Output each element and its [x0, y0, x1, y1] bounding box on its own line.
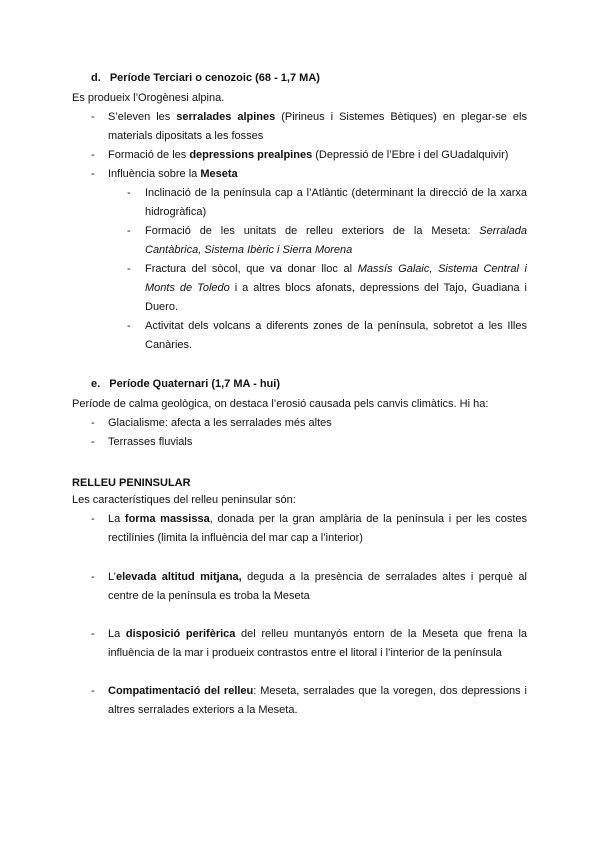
section-d-intro: Es produeix l’Orogènesi alpina.: [72, 92, 225, 104]
section-e-item-1: Glacialisme: afecta a les serralades més altes: [108, 417, 332, 429]
item-italic: Massís Galaic, Sistema Central i Monts de Toledo: [145, 263, 527, 294]
item-text: L’: [108, 571, 116, 583]
section-e-item-2: Terrasses fluvials: [108, 436, 193, 448]
item-text: : Meseta, serralades que la voregen, dos depressions i altres serralades exteriors a la Meseta.: [108, 685, 527, 716]
bullet-dash: -: [91, 571, 95, 583]
bullet-dash: -: [91, 436, 95, 448]
relleu-heading: RELLEU PENINSULAR: [72, 477, 191, 489]
item-text: del relleu muntanyós entorn de la Meseta que frena la influència de la mar i produeix contrastos entre el litoral i l’interior de la península: [108, 628, 528, 659]
relleu-item-1: [108, 510, 527, 548]
bullet-dash: -: [91, 628, 95, 640]
bullet-dash: -: [91, 513, 95, 525]
bullet-dash: -: [91, 685, 95, 697]
bullet-dash: -: [127, 320, 131, 332]
section-e-intro: Període de calma geològica, on destaca l’erosió causada pels canvis climàtics. Hi ha:: [72, 398, 489, 410]
relleu-intro: Les característiques del relleu peninsular són:: [72, 494, 296, 506]
item-text: Influència sobre la: [108, 168, 201, 180]
relleu-item-4: [108, 682, 527, 720]
item-bold: serralades alpines: [176, 111, 276, 123]
bullet-dash: -: [91, 168, 95, 180]
section-d-subitem-2: [145, 222, 527, 260]
relleu-item-3: [108, 625, 527, 663]
section-d-item-3: [108, 165, 527, 184]
item-text: , donada per la gran amplària de la península i per les costes rectilínies (limita la influència del mar cap a l’interior): [108, 513, 528, 544]
bullet-dash: -: [91, 149, 95, 161]
item-bold: disposició perifèrica: [125, 628, 236, 640]
relleu-item-2: [108, 568, 527, 606]
item-bold: forma massissa: [124, 513, 210, 525]
item-text: Formació de les unitats de relleu exteriors de la Meseta:: [145, 225, 480, 237]
section-d-subitem-3: [145, 260, 527, 317]
section-d-heading: [91, 71, 320, 85]
section-d-marker: d.: [91, 72, 101, 84]
item-text: (Depressió de l’Ebre i del GUadalquivir): [312, 149, 509, 161]
bullet-dash: -: [127, 187, 131, 199]
item-bold: Compatimentació del relleu: [108, 685, 254, 697]
item-text: La: [108, 628, 126, 640]
item-text: La: [108, 513, 125, 525]
item-bold: elevada altitud mitjana,: [115, 571, 242, 583]
item-text: deguda a la presència de serralades altes i perquè al centre de la península es troba la Meseta: [108, 571, 527, 602]
item-text: Formació de les: [108, 149, 190, 161]
item-text: i a altres blocs afonats, depressions del Tajo, Guadiana i Duero.: [145, 282, 527, 313]
section-d-item-2: [108, 146, 533, 165]
item-bold: Meseta: [200, 168, 238, 180]
bullet-dash: -: [91, 417, 95, 429]
item-text: S’eleven les: [108, 111, 177, 123]
section-e-heading: [91, 377, 280, 391]
item-text: (Pirineus i Sistemes Bètiques) en plegar-se els materials dipositats a les fosses: [108, 111, 527, 142]
item-bold: depressions prealpines: [189, 149, 313, 161]
section-d-item-1: [108, 108, 527, 146]
bullet-dash: -: [127, 263, 131, 275]
section-d-subitem-1: Inclinació de la península cap a l’Atlàntic (determinant la direcció de la xarxa hidrogràfica): [145, 187, 527, 218]
section-d-title: Període Terciari o cenozoic (68 - 1,7 MA): [109, 72, 320, 84]
section-e-title: Període Quaternari (1,7 MA - hui): [109, 378, 280, 390]
section-d-subitem-4: Activitat dels volcans a diferents zones de la península, sobretot a les Illes Canàries.: [145, 320, 527, 351]
section-e-marker: e.: [91, 378, 101, 390]
bullet-dash: -: [127, 225, 131, 237]
bullet-dash: -: [91, 111, 95, 123]
item-text: Fractura del sòcol, que va donar lloc al: [145, 263, 358, 275]
item-italic: Serralada Cantàbrica, Sistema Ibèric i Sierra Morena: [145, 225, 527, 256]
